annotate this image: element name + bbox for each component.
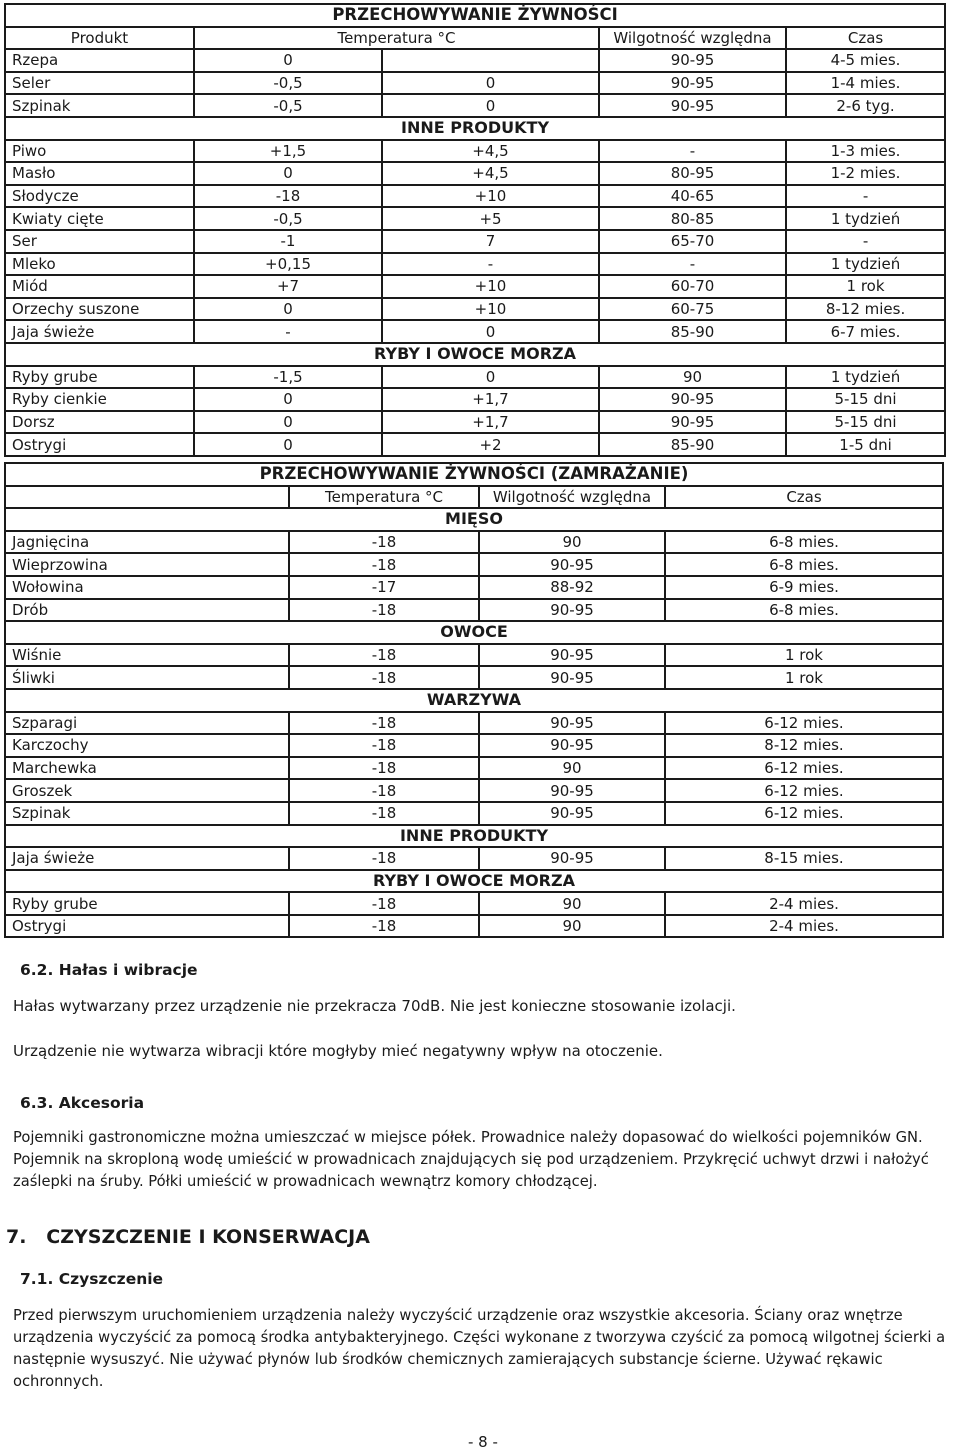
chapter-heading-cleaning: 7. CZYSZCZENIE I KONSERWACJA [6, 1226, 370, 1248]
product-name-cell: Jagnięcina [5, 531, 289, 554]
product-name-cell: Rzepa [5, 49, 194, 72]
value-cell: 1-4 mies. [786, 72, 945, 95]
value-cell: 90-95 [479, 712, 665, 735]
value-cell: 90-95 [479, 847, 665, 870]
value-cell: 6-7 mies. [786, 320, 945, 343]
product-name-cell: Dorsz [5, 411, 194, 434]
table-row [5, 185, 945, 208]
table-row [5, 734, 943, 757]
value-cell: 0 [194, 162, 382, 185]
product-name-cell: Jaja świeże [5, 847, 289, 870]
value-cell: 90-95 [599, 411, 786, 434]
product-name-cell: Śliwki [5, 666, 289, 689]
product-name-cell: Jaja świeże [5, 320, 194, 343]
value-cell: -18 [289, 915, 479, 938]
value-cell: 90-95 [479, 802, 665, 825]
value-cell: +2 [382, 433, 599, 456]
value-cell: 2-4 mies. [665, 915, 943, 938]
table-row [5, 388, 945, 411]
product-name-cell: Masło [5, 162, 194, 185]
table-row [5, 433, 945, 456]
value-cell: -0,5 [194, 94, 382, 117]
value-cell: 85-90 [599, 320, 786, 343]
value-cell: 90 [479, 531, 665, 554]
value-cell: 8-12 mies. [665, 734, 943, 757]
group-row [5, 825, 943, 848]
value-cell: 6-12 mies. [665, 779, 943, 802]
value-cell: 65-70 [599, 230, 786, 253]
value-cell: 6-12 mies. [665, 712, 943, 735]
product-name-cell: Orzechy suszone [5, 298, 194, 321]
value-cell: -0,5 [194, 207, 382, 230]
product-name-cell: Ryby cienkie [5, 388, 194, 411]
table-row [5, 411, 945, 434]
group-title: INNE PRODUKTY [5, 117, 945, 140]
value-cell: 90-95 [479, 779, 665, 802]
group-title: WARZYWA [5, 689, 943, 712]
freezing-table-title: PRZECHOWYWANIE ŻYWNOŚCI (ZAMRAŻANIE) [5, 463, 943, 486]
value-cell: 6-9 mies. [665, 576, 943, 599]
table-row [5, 162, 945, 185]
value-cell: 1 tydzień [786, 207, 945, 230]
value-cell: +10 [382, 185, 599, 208]
table-row [5, 847, 943, 870]
value-cell: 60-75 [599, 298, 786, 321]
group-row [5, 621, 943, 644]
header-humidity: Wilgotność względna [479, 486, 665, 509]
product-name-cell: Ostrygi [5, 433, 194, 456]
value-cell: - [382, 253, 599, 276]
value-cell: 90-95 [479, 734, 665, 757]
noise-paragraph-1: Hałas wytwarzany przez urządzenie nie przekracza 70dB. Nie jest konieczne stosowanie izolacji. [13, 997, 736, 1015]
value-cell: 0 [382, 94, 599, 117]
cleaning-paragraph: Przed pierwszym uruchomieniem urządzenia należy wyczyścić urządzenie oraz wszystkie akcesoria. Ściany oraz wnętrze urządzenia wyczyścić za pomocą środka antybakteryjnego. Części wykonane z tworzywa czyścić za pomocą wilgotnej ścierki a następnie wysuszyć. Nie używać płynów lub środków chemicznych zamierających substancje ścierne. Używać rękawic ochronnych. [13, 1307, 946, 1390]
value-cell: 1 rok [786, 275, 945, 298]
freezing-table [4, 462, 944, 938]
value-cell: 2-6 tyg. [786, 94, 945, 117]
value-cell: - [194, 320, 382, 343]
value-cell: 0 [382, 72, 599, 95]
product-name-cell: Wiśnie [5, 644, 289, 667]
value-cell: 90-95 [479, 553, 665, 576]
value-cell: 8-12 mies. [786, 298, 945, 321]
accessories-paragraph: Pojemniki gastronomiczne można umieszczać w miejsce półek. Prowadnice należy dopasować do wielkości pojemników GN. Pojemnik na skroploną wodę umieścić w prowadnicach znajdujących się pod urządzeniem. Przykręcić uchwyt drzwi i nałożyć zaślepki na śruby. Półki umieścić w prowadnicach wewnątrz komory chłodzącej. [13, 1129, 929, 1190]
table-row [5, 49, 945, 72]
value-cell: 7 [382, 230, 599, 253]
group-row [5, 508, 943, 531]
value-cell: 5-15 dni [786, 388, 945, 411]
value-cell: 1 rok [665, 644, 943, 667]
group-row [5, 117, 945, 140]
product-name-cell: Piwo [5, 140, 194, 163]
header-humidity: Wilgotność względna [599, 27, 786, 50]
table-row [5, 298, 945, 321]
value-cell: 1 tydzień [786, 366, 945, 389]
product-name-cell: Marchewka [5, 757, 289, 780]
table-row [5, 757, 943, 780]
product-name-cell: Seler [5, 72, 194, 95]
value-cell: 6-8 mies. [665, 531, 943, 554]
value-cell: 90 [599, 366, 786, 389]
header-time: Czas [786, 27, 945, 50]
value-cell: -18 [289, 712, 479, 735]
value-cell: 90-95 [599, 388, 786, 411]
value-cell: 90-95 [599, 49, 786, 72]
value-cell: 0 [194, 298, 382, 321]
value-cell: -18 [194, 185, 382, 208]
value-cell: 40-65 [599, 185, 786, 208]
table-row [5, 915, 943, 938]
value-cell: 88-92 [479, 576, 665, 599]
product-name-cell: Wołowina [5, 576, 289, 599]
product-name-cell: Szpinak [5, 94, 194, 117]
table-row [5, 712, 943, 735]
section-heading-accessories: 6.3. Akcesoria [20, 1094, 145, 1112]
value-cell: -18 [289, 644, 479, 667]
value-cell: 80-85 [599, 207, 786, 230]
value-cell: 0 [194, 411, 382, 434]
product-name-cell: Ryby grube [5, 366, 194, 389]
product-name-cell: Groszek [5, 779, 289, 802]
table-row [5, 207, 945, 230]
group-title: RYBY I OWOCE MORZA [5, 343, 945, 366]
value-cell: 1-2 mies. [786, 162, 945, 185]
value-cell: 1 rok [665, 666, 943, 689]
table-row [5, 320, 945, 343]
table-row [5, 72, 945, 95]
value-cell: 1-5 dni [786, 433, 945, 456]
product-name-cell: Mleko [5, 253, 194, 276]
value-cell: -18 [289, 734, 479, 757]
table-row [5, 253, 945, 276]
section-heading-cleaning: 7.1. Czyszczenie [20, 1270, 164, 1288]
value-cell: -17 [289, 576, 479, 599]
table-row [5, 802, 943, 825]
table-row [5, 779, 943, 802]
section-heading-noise: 6.2. Hałas i wibracje [20, 961, 198, 979]
value-cell: 90 [479, 915, 665, 938]
value-cell: +1,7 [382, 411, 599, 434]
header-product: Produkt [5, 27, 194, 50]
table-row [5, 644, 943, 667]
value-cell: 0 [194, 49, 382, 72]
value-cell: 0 [382, 366, 599, 389]
value-cell: 1-3 mies. [786, 140, 945, 163]
group-row [5, 689, 943, 712]
table-row [5, 666, 943, 689]
storage-table-title: PRZECHOWYWANIE ŻYWNOŚCI [5, 4, 945, 27]
value-cell: 6-12 mies. [665, 757, 943, 780]
table-row [5, 366, 945, 389]
value-cell: - [786, 230, 945, 253]
product-name-cell: Ser [5, 230, 194, 253]
product-name-cell: Słodycze [5, 185, 194, 208]
value-cell: 90 [479, 892, 665, 915]
table-row [5, 553, 943, 576]
value-cell: -18 [289, 553, 479, 576]
value-cell: -18 [289, 779, 479, 802]
storage-table [4, 3, 946, 457]
product-name-cell: Szparagi [5, 712, 289, 735]
table-row [5, 892, 943, 915]
value-cell: -18 [289, 847, 479, 870]
value-cell [382, 49, 599, 72]
value-cell: - [599, 253, 786, 276]
value-cell: -18 [289, 531, 479, 554]
table-row [5, 140, 945, 163]
storage-table-header [5, 27, 945, 50]
header-product [5, 486, 289, 509]
value-cell: 80-95 [599, 162, 786, 185]
page-number: - 8 - [468, 1433, 498, 1451]
value-cell: 90-95 [599, 72, 786, 95]
group-title: MIĘSO [5, 508, 943, 531]
header-time: Czas [665, 486, 943, 509]
product-name-cell: Drób [5, 599, 289, 622]
product-name-cell: Szpinak [5, 802, 289, 825]
product-name-cell: Wieprzowina [5, 553, 289, 576]
table-row [5, 576, 943, 599]
value-cell: 1 tydzień [786, 253, 945, 276]
value-cell: +0,15 [194, 253, 382, 276]
freezing-table-header [5, 486, 943, 509]
value-cell: 60-70 [599, 275, 786, 298]
value-cell: +10 [382, 298, 599, 321]
value-cell: +10 [382, 275, 599, 298]
value-cell: 0 [194, 433, 382, 456]
product-name-cell: Miód [5, 275, 194, 298]
group-title: INNE PRODUKTY [5, 825, 943, 848]
value-cell: - [786, 185, 945, 208]
value-cell: +1,7 [382, 388, 599, 411]
value-cell: +5 [382, 207, 599, 230]
value-cell: +4,5 [382, 162, 599, 185]
value-cell: 0 [194, 388, 382, 411]
header-temperature: Temperatura °C [289, 486, 479, 509]
value-cell: 90-95 [479, 666, 665, 689]
table-row [5, 94, 945, 117]
value-cell: 2-4 mies. [665, 892, 943, 915]
table-row [5, 230, 945, 253]
table-row [5, 531, 943, 554]
header-temperature: Temperatura °C [194, 27, 599, 50]
value-cell: 4-5 mies. [786, 49, 945, 72]
value-cell: -18 [289, 757, 479, 780]
value-cell: 8-15 mies. [665, 847, 943, 870]
group-title: RYBY I OWOCE MORZA [5, 870, 943, 893]
value-cell: +4,5 [382, 140, 599, 163]
value-cell: 85-90 [599, 433, 786, 456]
value-cell: -0,5 [194, 72, 382, 95]
group-row [5, 343, 945, 366]
value-cell: 90-95 [599, 94, 786, 117]
value-cell: 90 [479, 757, 665, 780]
value-cell: -18 [289, 599, 479, 622]
value-cell: 0 [382, 320, 599, 343]
value-cell: 90-95 [479, 599, 665, 622]
value-cell: 6-8 mies. [665, 553, 943, 576]
product-name-cell: Karczochy [5, 734, 289, 757]
value-cell: +1,5 [194, 140, 382, 163]
value-cell: -18 [289, 892, 479, 915]
noise-paragraph-2: Urządzenie nie wytwarza wibracji które mogłyby mieć negatywny wpływ na otoczenie. [13, 1042, 663, 1060]
value-cell: - [599, 140, 786, 163]
value-cell: 6-8 mies. [665, 599, 943, 622]
product-name-cell: Kwiaty cięte [5, 207, 194, 230]
table-row [5, 275, 945, 298]
value-cell: -1,5 [194, 366, 382, 389]
value-cell: +7 [194, 275, 382, 298]
value-cell: 90-95 [479, 644, 665, 667]
value-cell: 6-12 mies. [665, 802, 943, 825]
value-cell: -18 [289, 666, 479, 689]
group-title: OWOCE [5, 621, 943, 644]
table-row [5, 599, 943, 622]
value-cell: 5-15 dni [786, 411, 945, 434]
product-name-cell: Ryby grube [5, 892, 289, 915]
value-cell: -1 [194, 230, 382, 253]
product-name-cell: Ostrygi [5, 915, 289, 938]
value-cell: -18 [289, 802, 479, 825]
group-row [5, 870, 943, 893]
